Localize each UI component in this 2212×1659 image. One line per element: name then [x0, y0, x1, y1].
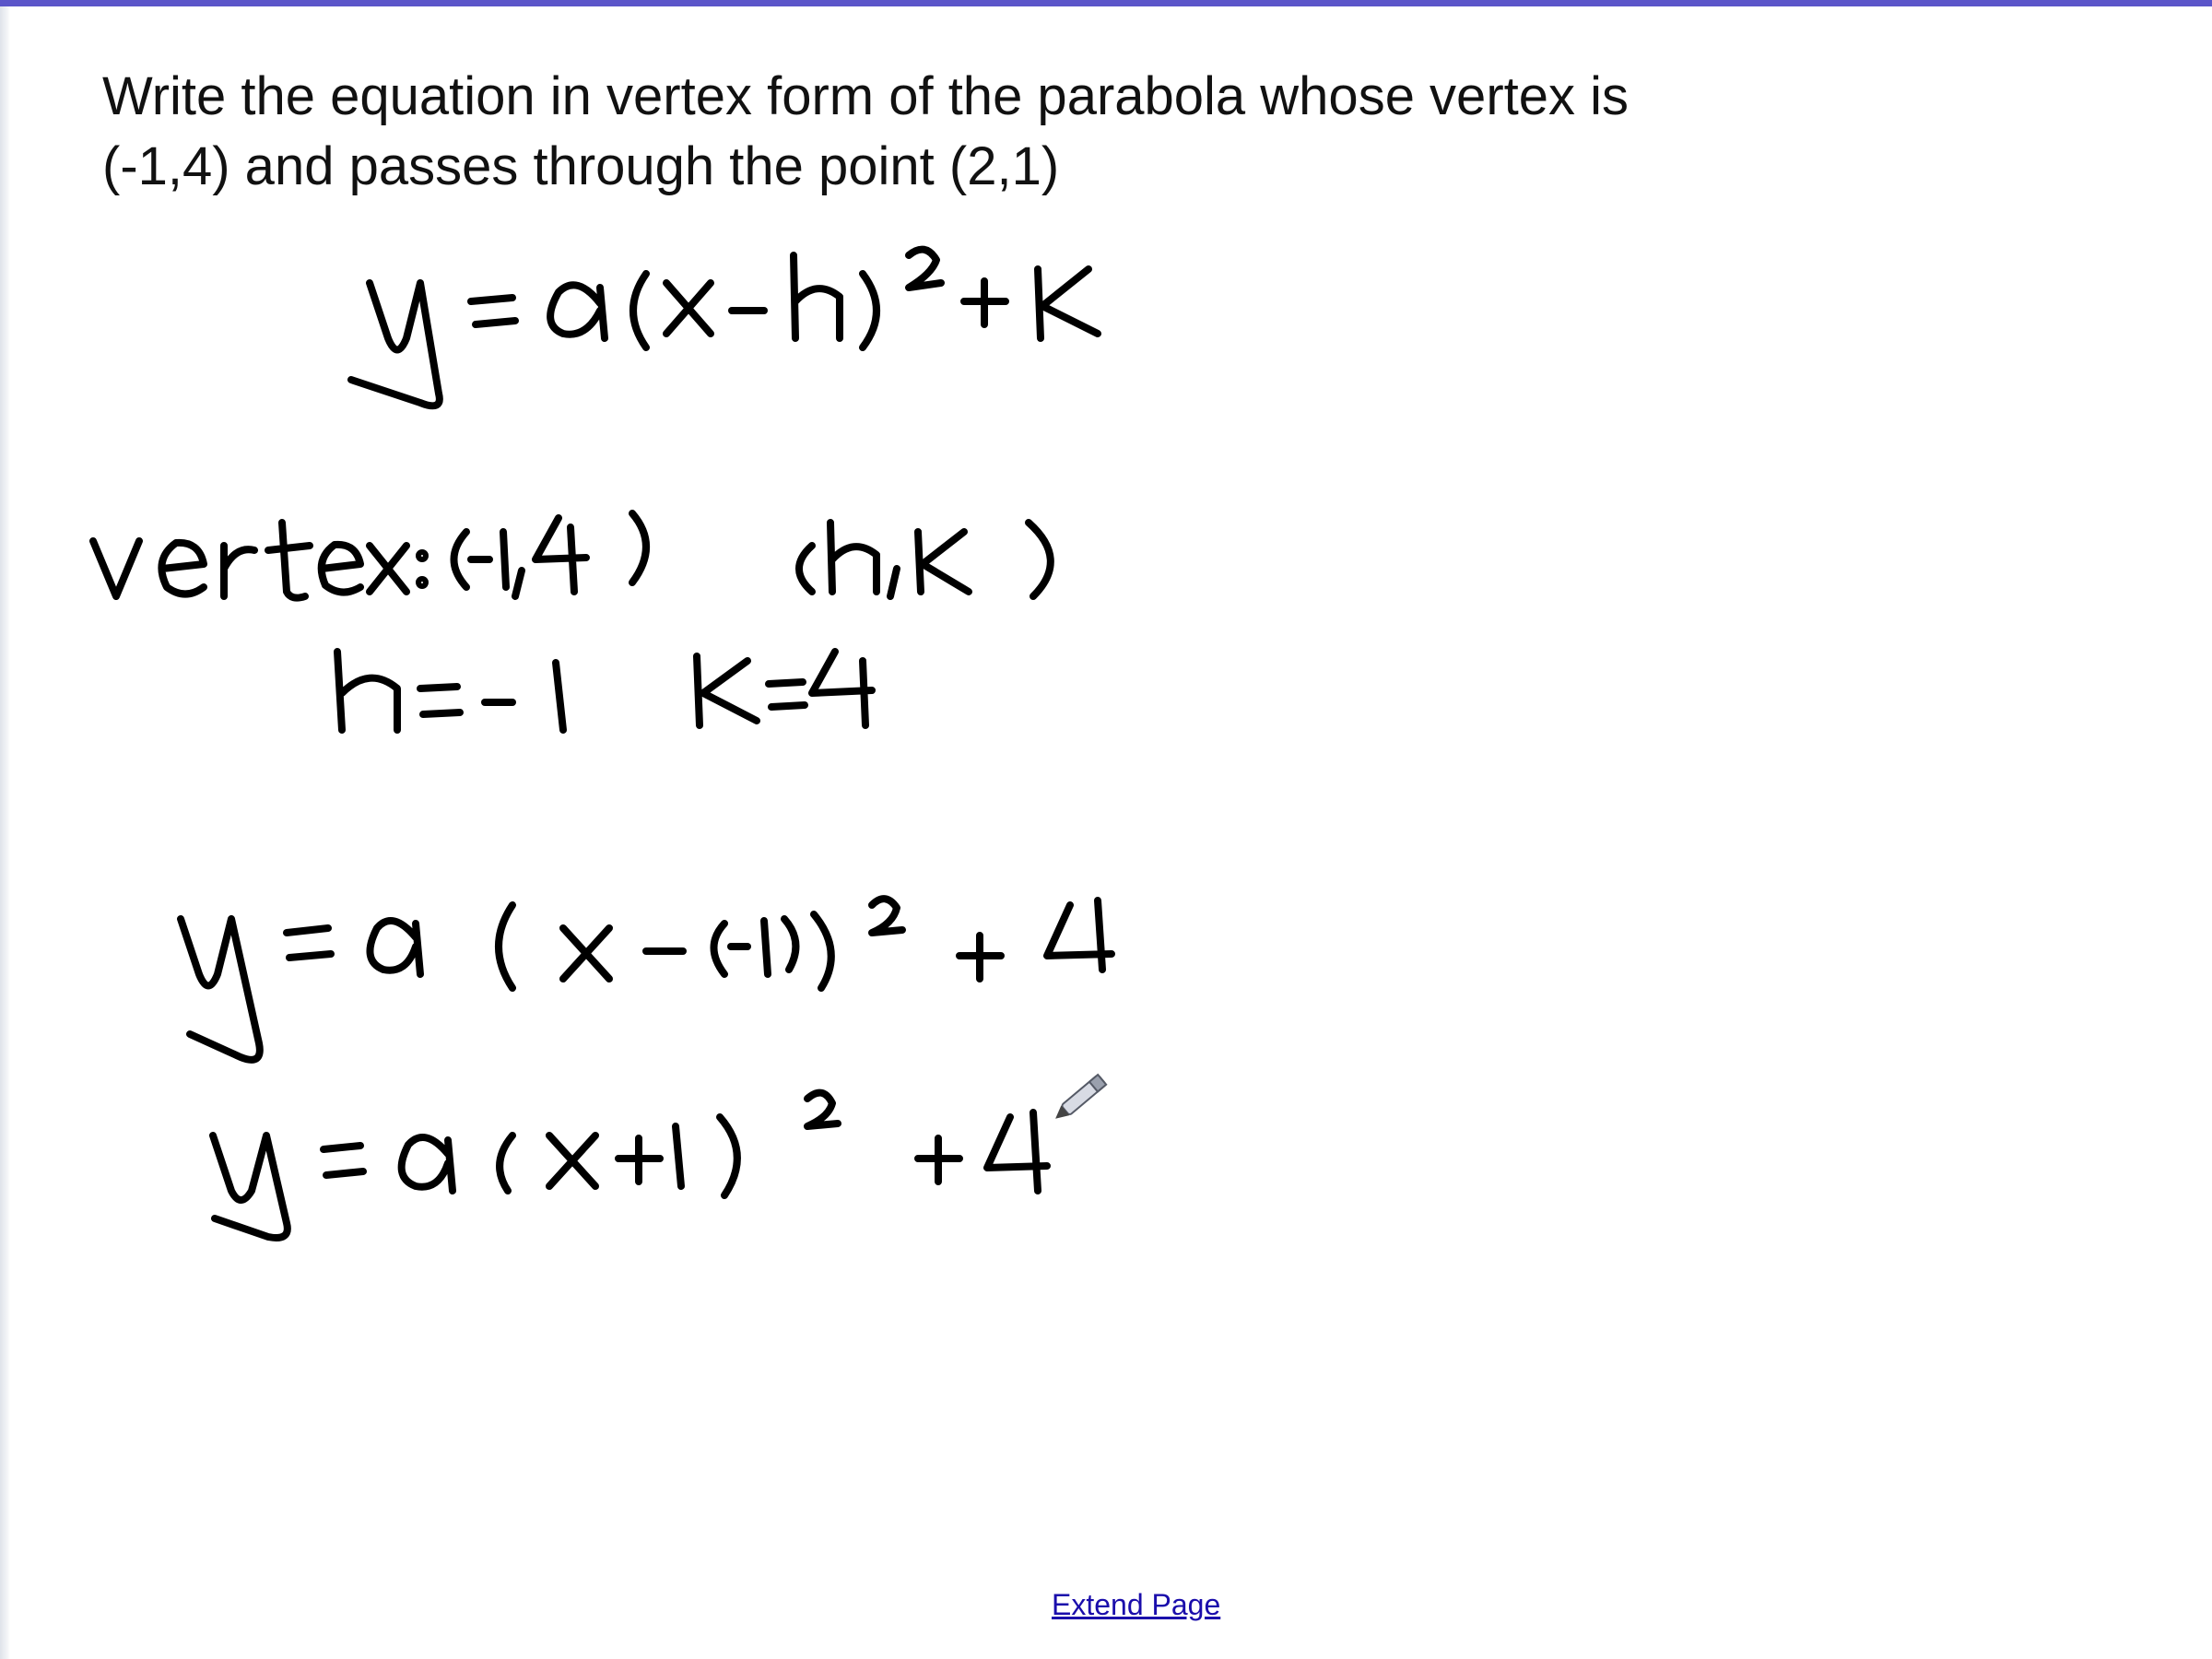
handwritten-ink-layer	[10, 6, 2212, 1659]
whiteboard-page[interactable]	[10, 6, 2212, 1659]
handwritten-hk-values	[337, 652, 872, 730]
pen-cursor-icon	[1052, 1055, 1125, 1129]
window-top-bar	[0, 0, 2212, 6]
handwritten-vertex-line	[93, 513, 1051, 598]
problem-line-1: Write the equation in vertex form of the parabola whose vertex is	[102, 66, 1630, 126]
handwritten-formula	[351, 250, 1098, 406]
left-scroll-edge	[0, 6, 10, 1659]
extend-page-link[interactable]: Extend Page	[1052, 1588, 1221, 1621]
handwritten-substitution	[181, 899, 1112, 1060]
problem-line-2: (-1,4) and passes through the point (2,1)	[102, 136, 1060, 196]
handwritten-simplified	[213, 1093, 1047, 1238]
